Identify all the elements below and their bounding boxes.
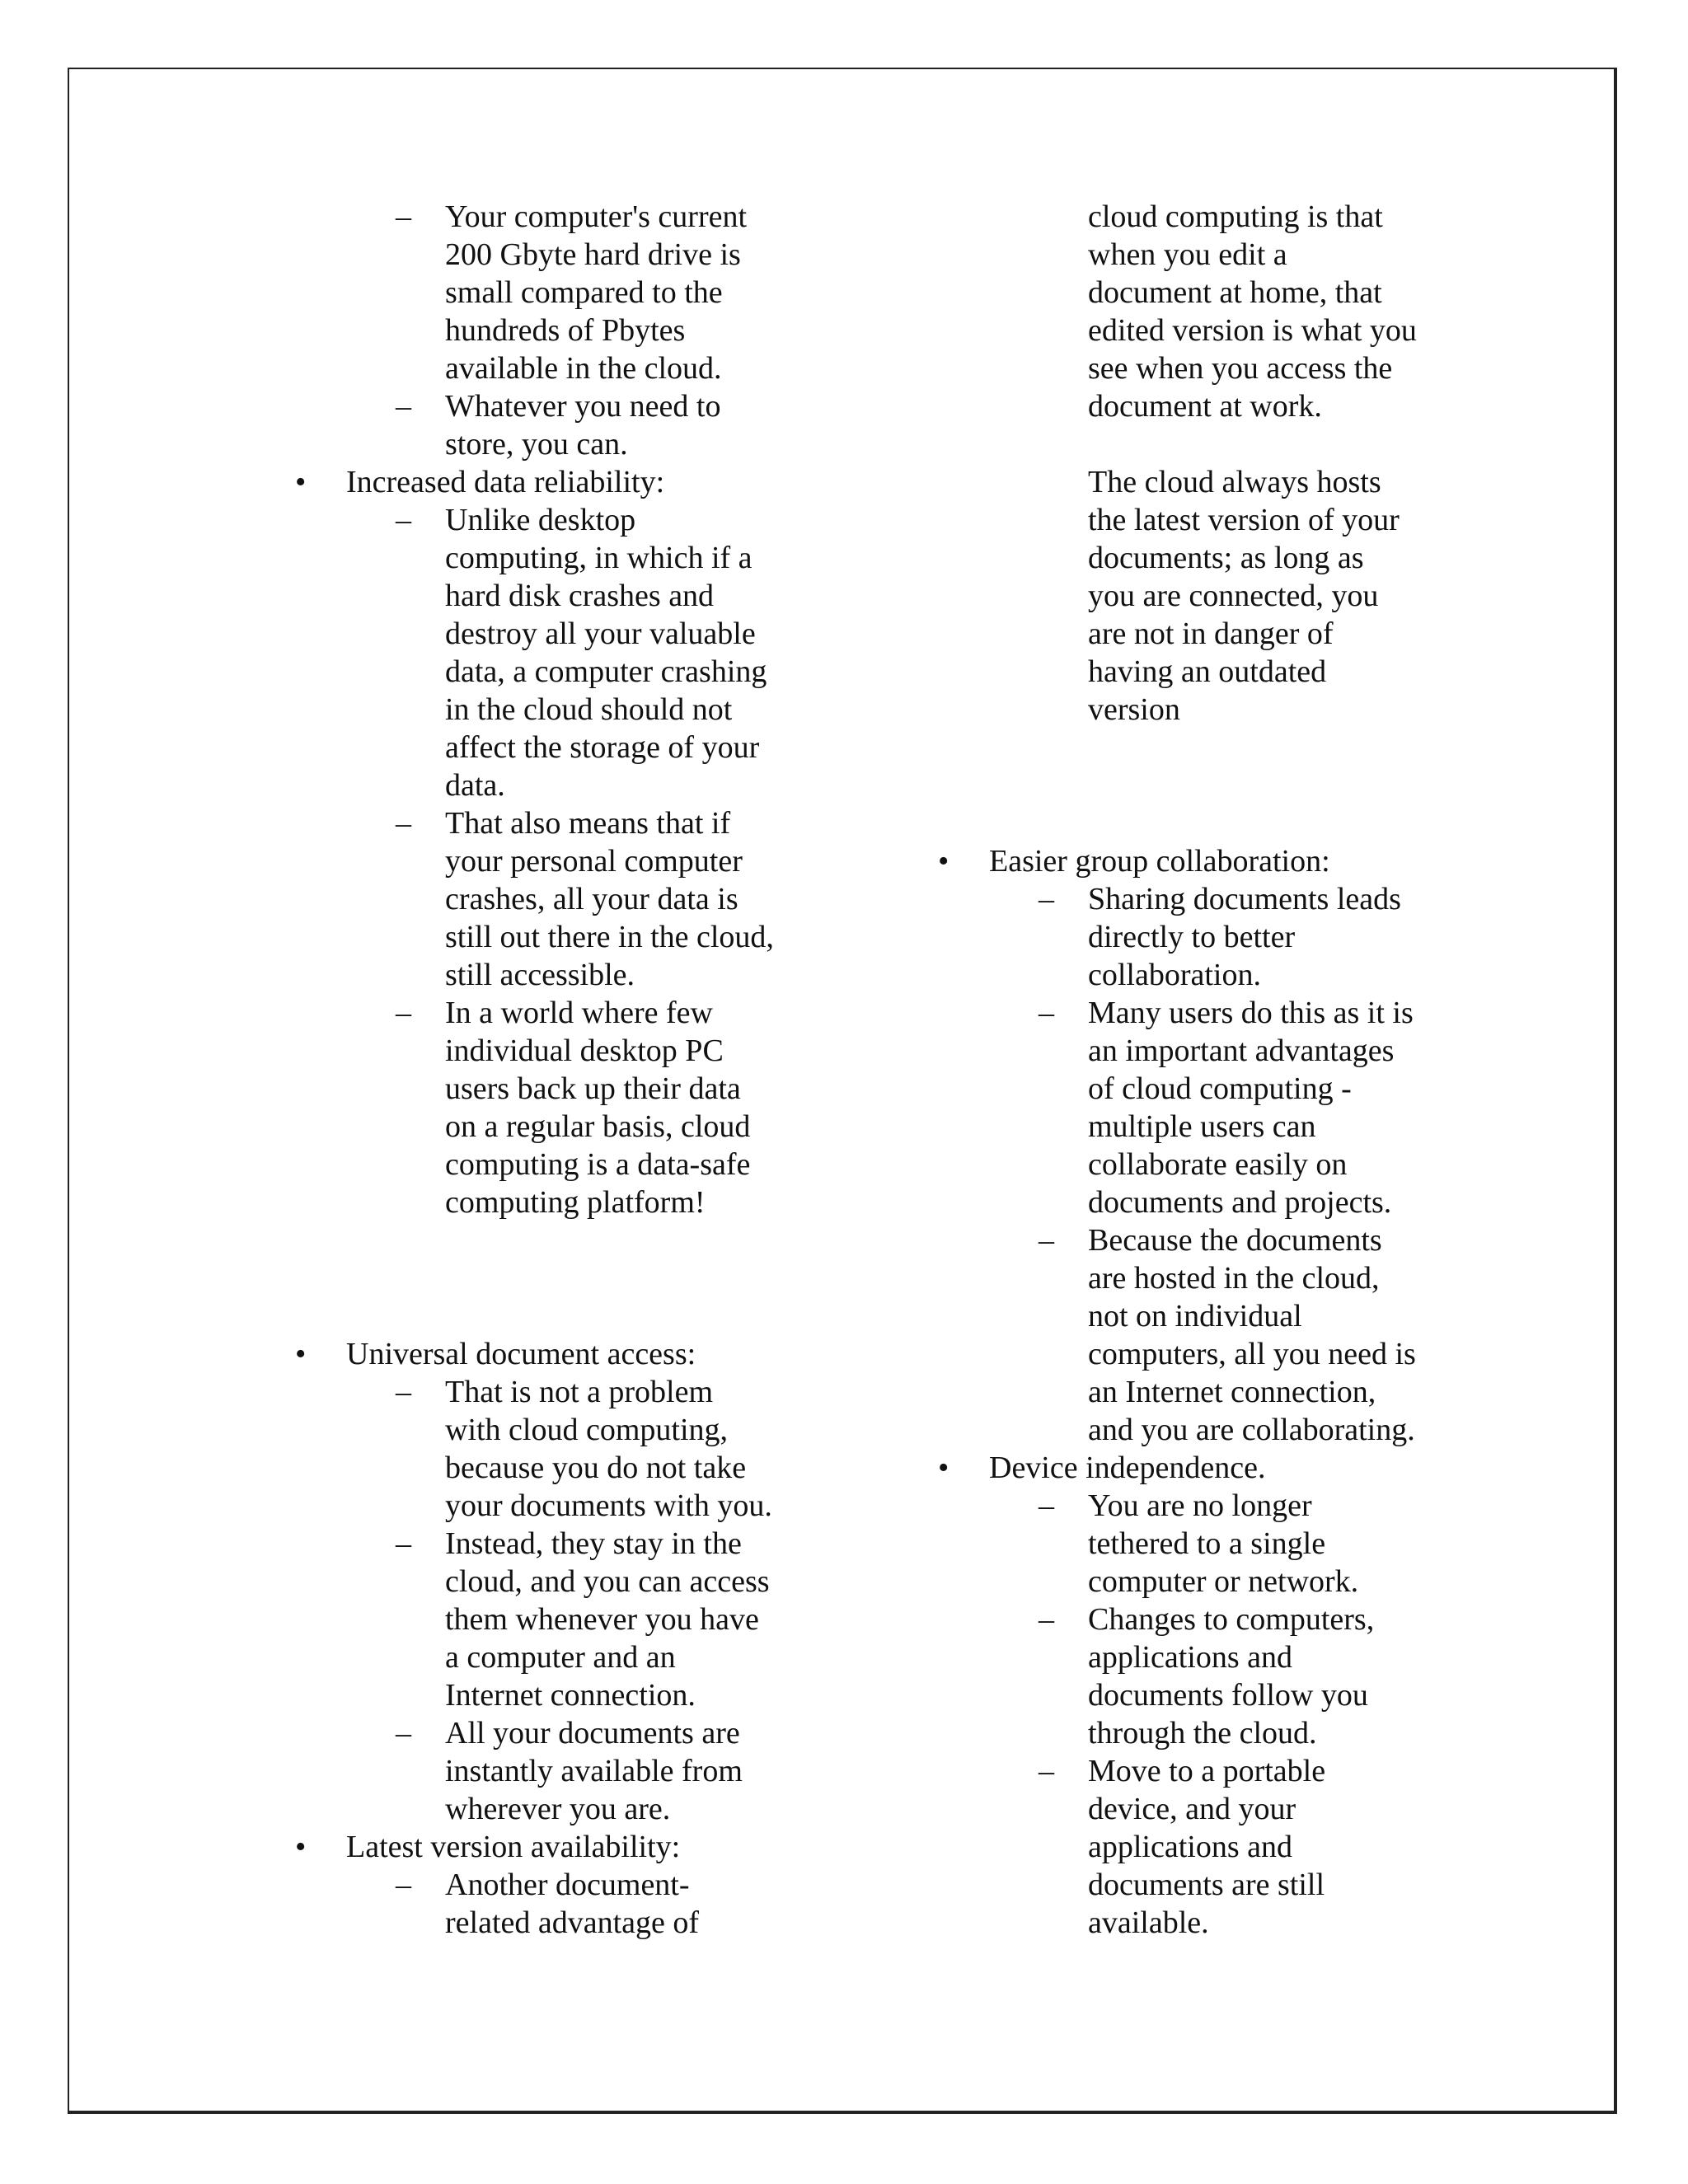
text-line: in the cloud should not <box>445 692 733 727</box>
dash-marker: – <box>396 1716 411 1750</box>
text-line: Your computer's current <box>445 199 748 234</box>
text-line: through the cloud. <box>1088 1716 1317 1750</box>
reliability-heading: Increased data reliability: <box>346 465 665 499</box>
text-line: Sharing documents leads <box>1088 882 1401 916</box>
text-line: collaboration. <box>1088 958 1261 992</box>
text-line: cloud computing is that <box>1088 199 1383 234</box>
text-line: collaborate easily on <box>1088 1147 1348 1182</box>
text-line: store, you can. <box>445 427 628 462</box>
dash-marker: – <box>1039 996 1054 1030</box>
text-line: documents and projects. <box>1088 1185 1392 1220</box>
access-heading: Universal document access: <box>346 1337 696 1371</box>
text-line: are not in danger of <box>1088 616 1334 651</box>
text-line: not on individual <box>1088 1299 1302 1333</box>
text-line: affect the storage of your <box>445 730 760 765</box>
dash-marker: – <box>396 1526 411 1561</box>
text-line: Changes to computers, <box>1088 1602 1375 1637</box>
bullet-marker: • <box>938 844 950 879</box>
bullet-marker: • <box>938 1451 950 1485</box>
text-line: data. <box>445 768 505 803</box>
text-line: Because the documents <box>1088 1223 1382 1258</box>
device-heading: Device independence. <box>989 1451 1266 1485</box>
text-line: In a world where few <box>445 996 713 1030</box>
text-line: individual desktop PC <box>445 1033 724 1068</box>
text-line: your documents with you. <box>445 1488 772 1523</box>
text-line: cloud, and you can access <box>445 1564 770 1599</box>
text-line: when you edit a <box>1088 237 1287 272</box>
dash-marker: – <box>1039 1754 1054 1788</box>
dash-marker: – <box>396 199 411 234</box>
text-line: That is not a problem <box>445 1375 714 1409</box>
text-line: instantly available from <box>445 1754 743 1788</box>
text-line: are hosted in the cloud, <box>1088 1261 1380 1296</box>
text-line: The cloud always hosts <box>1088 465 1381 499</box>
text-line: available in the cloud. <box>445 351 722 386</box>
text-line: computing platform! <box>445 1185 706 1220</box>
text-line: of cloud computing - <box>1088 1071 1352 1106</box>
bullet-marker: • <box>295 1830 307 1864</box>
collaboration-heading: Easier group collaboration: <box>989 844 1330 879</box>
text-line: documents are still <box>1088 1868 1325 1902</box>
text-line: still accessible. <box>445 958 635 992</box>
text-line: because you do not take <box>445 1451 747 1485</box>
text-line: available. <box>1088 1905 1209 1940</box>
text-line: computers, all you need is <box>1088 1337 1416 1371</box>
text-line: and you are collaborating. <box>1088 1413 1415 1447</box>
text-line: Many users do this as it is <box>1088 996 1414 1030</box>
text-line: you are connected, you <box>1088 579 1379 613</box>
text-line: computer or network. <box>1088 1564 1359 1599</box>
text-line: edited version is what you <box>1088 313 1417 348</box>
text-line: version <box>1088 692 1180 727</box>
text-line: Unlike desktop <box>445 503 636 537</box>
dash-marker: – <box>1039 1488 1054 1523</box>
text-line: on a regular basis, cloud <box>445 1109 751 1144</box>
text-line: documents follow you <box>1088 1678 1368 1713</box>
text-line: destroy all your valuable <box>445 616 756 651</box>
latest-heading: Latest version availability: <box>346 1830 681 1864</box>
text-line: them whenever you have <box>445 1602 759 1637</box>
text-line: hundreds of Pbytes <box>445 313 686 348</box>
text-line: users back up their data <box>445 1071 741 1106</box>
text-line: a computer and an <box>445 1640 676 1675</box>
text-line: see when you access the <box>1088 351 1393 386</box>
text-line: document at work. <box>1088 389 1322 424</box>
text-line: Whatever you need to <box>445 389 721 424</box>
text-line: the latest version of your <box>1088 503 1400 537</box>
text-line: with cloud computing, <box>445 1413 729 1447</box>
text-line: directly to better <box>1088 920 1296 954</box>
text-line: That also means that if <box>445 806 731 841</box>
text-line: computing is a data-safe <box>445 1147 751 1182</box>
text-line: an important advantages <box>1088 1033 1395 1068</box>
dash-marker: – <box>396 806 411 841</box>
text-line: Another document- <box>445 1868 690 1902</box>
dash-marker: – <box>396 503 411 537</box>
text-line: Internet connection. <box>445 1678 696 1713</box>
text-line: related advantage of <box>445 1905 700 1940</box>
dash-marker: – <box>396 1868 411 1902</box>
text-line: crashes, all your data is <box>445 882 738 916</box>
text-line: data, a computer crashing <box>445 654 767 689</box>
text-line: computing, in which if a <box>445 541 753 575</box>
text-line: document at home, that <box>1088 275 1382 310</box>
dash-marker: – <box>1039 1602 1054 1637</box>
text-line: applications and <box>1088 1640 1292 1675</box>
text-line: hard disk crashes and <box>445 579 715 613</box>
text-line: still out there in the cloud, <box>445 920 774 954</box>
text-line: an Internet connection, <box>1088 1375 1376 1409</box>
dash-marker: – <box>1039 1223 1054 1258</box>
dash-marker: – <box>396 389 411 424</box>
text-line: tethered to a single <box>1088 1526 1326 1561</box>
bullet-marker: • <box>295 1337 307 1371</box>
text-line: multiple users can <box>1088 1109 1316 1144</box>
text-line: You are no longer <box>1088 1488 1312 1523</box>
dash-marker: – <box>396 1375 411 1409</box>
text-line: having an outdated <box>1088 654 1327 689</box>
text-line: device, and your <box>1088 1792 1296 1826</box>
text-line: Instead, they stay in the <box>445 1526 742 1561</box>
text-line: All your documents are <box>445 1716 740 1750</box>
dash-marker: – <box>396 996 411 1030</box>
text-line: Move to a portable <box>1088 1754 1326 1788</box>
text-line: your personal computer <box>445 844 743 879</box>
text-line: wherever you are. <box>445 1792 671 1826</box>
text-line: 200 Gbyte hard drive is <box>445 237 741 272</box>
bullet-marker: • <box>295 465 307 499</box>
text-line: small compared to the <box>445 275 723 310</box>
text-line: documents; as long as <box>1088 541 1364 575</box>
dash-marker: – <box>1039 882 1054 916</box>
text-line: applications and <box>1088 1830 1292 1864</box>
